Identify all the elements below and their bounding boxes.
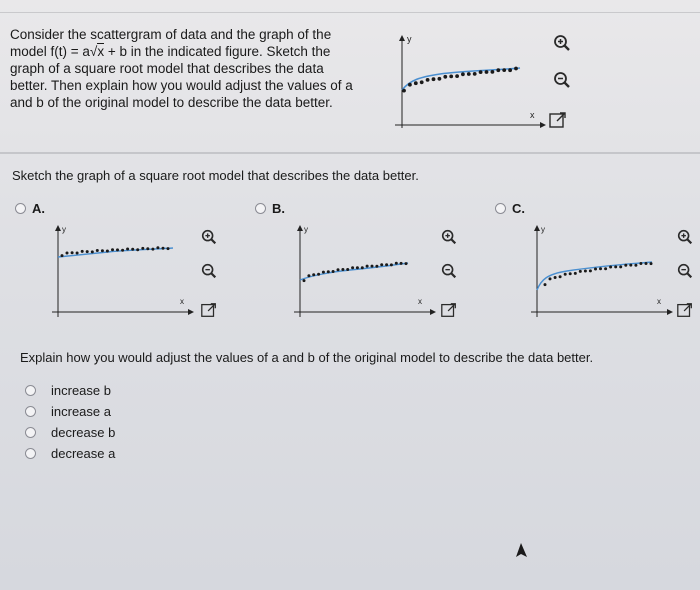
y-axis-label: y — [62, 225, 66, 234]
scatter-point — [390, 263, 393, 266]
scatter-point — [61, 254, 64, 257]
scatter-point — [356, 266, 359, 269]
scatter-point — [479, 70, 483, 74]
scatter-point — [554, 276, 557, 279]
scatter-point — [96, 249, 99, 252]
scatter-points — [303, 262, 408, 282]
scatter-point — [385, 263, 388, 266]
scatter-point — [116, 248, 119, 251]
scatter-point — [156, 246, 159, 249]
scatter-point — [371, 265, 374, 268]
scatter-point — [341, 268, 344, 271]
scatter-point — [131, 248, 134, 251]
scatter-point — [146, 247, 149, 250]
scatter-point — [136, 248, 139, 251]
scatter-point — [594, 268, 597, 271]
explain-prompt: Explain how you would adjust the values of a and b of the original model to describe the data better. — [20, 350, 594, 365]
mouse-cursor-icon — [515, 543, 529, 559]
scatter-point — [312, 273, 315, 276]
x-axis-arrow — [540, 122, 546, 128]
y-axis-label: y — [541, 225, 545, 234]
scatter-point — [375, 265, 378, 268]
option-c-label: C. — [512, 201, 525, 216]
zoom-out-icon[interactable] — [552, 70, 572, 90]
scatter-point — [426, 78, 430, 82]
answer-decrease-b[interactable] — [25, 422, 115, 443]
scatter-point — [420, 80, 424, 84]
scatter-point — [162, 247, 165, 250]
scatter-point — [307, 274, 310, 277]
scatter-point — [496, 68, 500, 72]
scatter-point — [485, 70, 489, 74]
scatter-point — [579, 270, 582, 273]
radio-option-c[interactable] — [495, 203, 506, 214]
sketch-prompt: Sketch the graph of a square root model that describes the data better. — [12, 168, 419, 183]
scatter-point — [599, 267, 602, 270]
scatter-point — [564, 273, 567, 276]
question-text — [10, 26, 360, 111]
zoom-in-icon[interactable] — [200, 228, 218, 246]
option-a[interactable] — [15, 201, 45, 216]
scatter-point — [402, 89, 406, 93]
scatter-point — [432, 77, 436, 81]
y-axis-arrow — [534, 225, 540, 231]
answer-list — [25, 380, 115, 464]
scatter-point — [584, 270, 587, 273]
question-part-1: Consider the scattergram of data and the graph of the model f(t) = a — [10, 27, 332, 59]
x-axis-arrow — [667, 309, 673, 315]
scatter-point — [443, 75, 447, 79]
radio-decrease-b[interactable] — [25, 427, 36, 438]
scatter-point — [650, 262, 653, 265]
main-graph — [390, 30, 550, 135]
scatter-point — [634, 264, 637, 267]
y-axis-arrow — [297, 225, 303, 231]
expand-icon[interactable] — [440, 301, 458, 319]
scatter-point — [151, 248, 154, 251]
scatter-point — [461, 72, 465, 76]
scatter-point — [126, 248, 129, 251]
scatter-point — [408, 83, 412, 87]
scatter-point — [604, 267, 607, 270]
answer-label: decrease a — [51, 446, 116, 461]
scatter-point — [346, 268, 349, 271]
x-axis-arrow — [430, 309, 436, 315]
model-curve — [537, 262, 652, 290]
scatter-point — [609, 266, 612, 269]
sqrt-symbol: √ — [89, 44, 98, 59]
scatter-point — [449, 75, 453, 79]
option-a-graph — [48, 222, 198, 322]
expand-icon[interactable] — [548, 110, 568, 130]
scatter-point — [645, 262, 648, 265]
y-axis-arrow — [55, 225, 61, 231]
zoom-out-icon[interactable] — [676, 262, 694, 280]
answer-increase-a[interactable] — [25, 401, 115, 422]
scatter-points — [544, 262, 653, 286]
scatter-point — [337, 268, 340, 271]
scatter-point — [438, 77, 442, 81]
scatter-point — [508, 68, 512, 72]
scatter-point — [327, 270, 330, 273]
model-curve — [402, 68, 520, 90]
x-axis-label: x — [180, 297, 184, 306]
scatter-point — [366, 265, 369, 268]
sqrt-radicand: x — [97, 44, 105, 59]
section-divider — [0, 152, 700, 154]
zoom-in-icon[interactable] — [440, 228, 458, 246]
x-axis-label: x — [657, 297, 661, 306]
scatter-point — [549, 277, 552, 280]
scatter-point — [639, 262, 642, 265]
scatter-point — [467, 72, 471, 76]
radio-decrease-a[interactable] — [25, 448, 36, 459]
radio-option-a[interactable] — [15, 203, 26, 214]
scatter-point — [81, 250, 84, 253]
answer-increase-b[interactable] — [25, 380, 115, 401]
y-axis-label: y — [304, 225, 308, 234]
scatter-point — [400, 262, 403, 265]
model-curve — [58, 248, 173, 257]
scatter-point — [121, 249, 124, 252]
zoom-in-icon[interactable] — [676, 228, 694, 246]
scatter-point — [332, 270, 335, 273]
scatter-point — [71, 251, 74, 254]
scatter-point — [614, 265, 617, 268]
option-b[interactable] — [255, 201, 285, 216]
answer-label: increase b — [51, 383, 111, 398]
scatter-point — [66, 252, 69, 255]
scatter-point — [473, 72, 477, 76]
scatter-point — [544, 283, 547, 286]
scatter-point — [574, 272, 577, 275]
option-a-label: A. — [32, 201, 45, 216]
top-divider — [0, 12, 700, 13]
scatter-point — [86, 250, 89, 253]
zoom-in-icon[interactable] — [552, 33, 572, 53]
scatter-point — [351, 266, 354, 269]
scatter-point — [569, 272, 572, 275]
scatter-point — [491, 70, 495, 74]
scatter-point — [322, 271, 325, 274]
scatter-point — [455, 74, 459, 78]
scatter-point — [414, 81, 418, 85]
radio-option-b[interactable] — [255, 203, 266, 214]
scatter-point — [380, 263, 383, 266]
scatter-point — [141, 247, 144, 250]
scatter-point — [317, 273, 320, 276]
scatter-point — [361, 266, 364, 269]
option-c-graph — [527, 222, 677, 322]
scatter-point — [405, 262, 408, 265]
scatter-point — [624, 264, 627, 267]
scatter-point — [629, 264, 632, 267]
option-b-label: B. — [272, 201, 285, 216]
scatter-point — [589, 269, 592, 272]
option-c[interactable] — [495, 201, 525, 216]
radio-increase-a[interactable] — [25, 406, 36, 417]
scatter-point — [502, 68, 506, 72]
scatter-point — [91, 250, 94, 253]
scatter-point — [514, 67, 518, 71]
scatter-point — [559, 275, 562, 278]
expand-icon[interactable] — [676, 301, 694, 319]
scatter-point — [619, 265, 622, 268]
y-axis-label: y — [407, 34, 412, 44]
x-axis-arrow — [188, 309, 194, 315]
scatter-points — [402, 67, 518, 93]
answer-label: decrease b — [51, 425, 116, 440]
scatter-point — [111, 248, 114, 251]
y-axis-arrow — [399, 35, 405, 41]
scatter-point — [76, 252, 79, 255]
radio-increase-b[interactable] — [25, 385, 36, 396]
scatter-point — [106, 250, 109, 253]
zoom-out-icon[interactable] — [200, 262, 218, 280]
zoom-out-icon[interactable] — [440, 262, 458, 280]
option-b-graph — [290, 222, 440, 322]
answer-decrease-a[interactable] — [25, 443, 115, 464]
scatter-point — [395, 262, 398, 265]
scatter-point — [303, 279, 306, 282]
x-axis-label: x — [418, 297, 422, 306]
question-part-2: + b in the indicated figure. Sketch the graph of a square root model that describes the data better. Then explain how you would adjust the values of a and b of the original model to describe the data better. — [10, 44, 353, 110]
x-axis-label: x — [530, 110, 535, 120]
answer-label: increase a — [51, 404, 111, 419]
scatter-point — [167, 247, 170, 250]
scatter-point — [101, 249, 104, 252]
expand-icon[interactable] — [200, 301, 218, 319]
